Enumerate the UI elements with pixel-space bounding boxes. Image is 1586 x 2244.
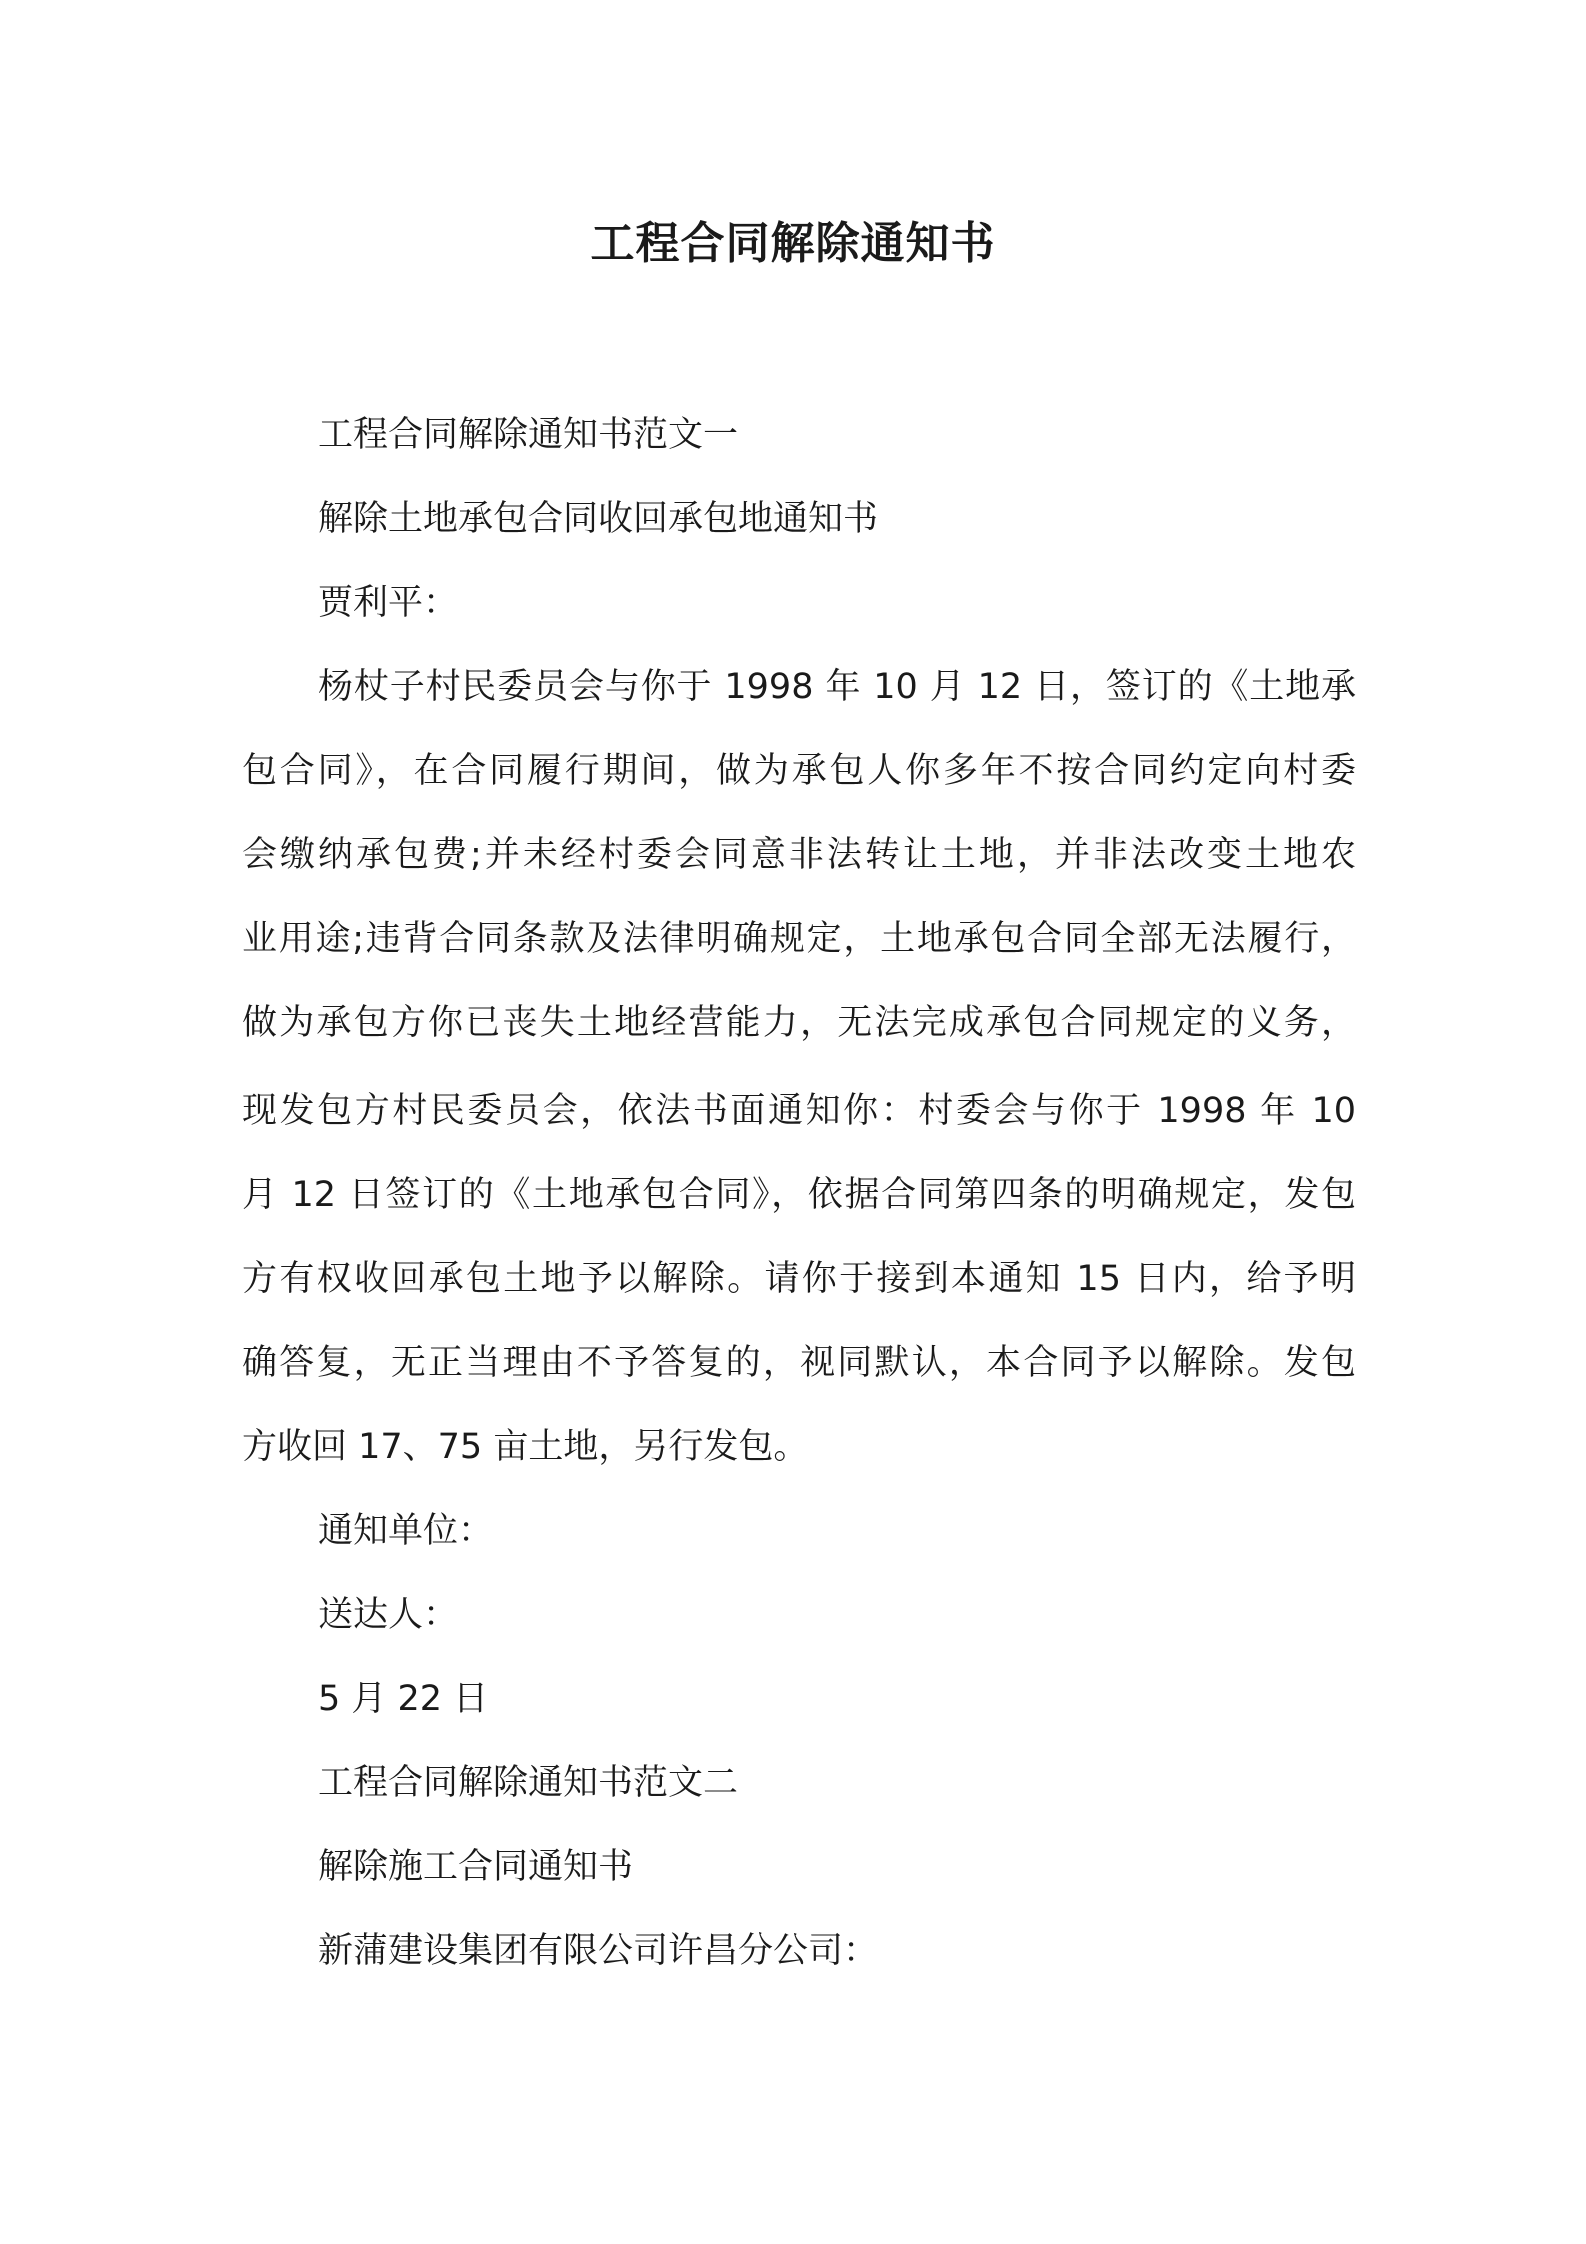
body1-line: 业用途;违背合同条款及法律明确规定，土地承包合同全部无法履行， bbox=[242, 919, 1356, 959]
document-title: 工程合同解除通知书 bbox=[590, 218, 996, 269]
notice2-title: 解除施工合同通知书 bbox=[318, 1847, 634, 1887]
sample2-heading: 工程合同解除通知书范文二 bbox=[318, 1763, 739, 1803]
body1-line: 方收回 17、75 亩土地，另行发包。 bbox=[242, 1427, 809, 1467]
body1-line: 包合同》，在合同履行期间，做为承包人你多年不按合同约定向村委 bbox=[242, 751, 1356, 791]
body1-line: 做为承包方你已丧失土地经营能力，无法完成承包合同规定的义务， bbox=[242, 1003, 1356, 1043]
body1-line: 确答复，无正当理由不予答复的，视同默认，本合同予以解除。发包 bbox=[242, 1343, 1356, 1383]
body1-line: 方有权收回承包土地予以解除。请你于接到本通知 15 日内，给予明 bbox=[242, 1259, 1356, 1299]
addressee2: 新蒲建设集团有限公司许昌分公司： bbox=[318, 1931, 879, 1971]
notice-date: 5 月 22 日 bbox=[318, 1679, 489, 1719]
body1-line: 杨杖子村民委员会与你于 1998 年 10 月 12 日，签订的《土地承 bbox=[318, 667, 1356, 707]
delivered-by: 送达人： bbox=[318, 1595, 459, 1635]
body1-line: 月 12 日签订的《土地承包合同》，依据合同第四条的明确规定，发包 bbox=[242, 1175, 1356, 1215]
notifying-unit: 通知单位： bbox=[318, 1511, 494, 1551]
body1-line: 现发包方村民委员会，依法书面通知你：村委会与你于 1998 年 10 bbox=[242, 1091, 1356, 1131]
notice1-title: 解除土地承包合同收回承包地通知书 bbox=[318, 499, 879, 539]
body1-line: 会缴纳承包费;并未经村委会同意非法转让土地，并非法改变土地农 bbox=[242, 835, 1356, 875]
sample1-heading: 工程合同解除通知书范文一 bbox=[318, 415, 739, 455]
addressee1: 贾利平： bbox=[318, 583, 459, 623]
